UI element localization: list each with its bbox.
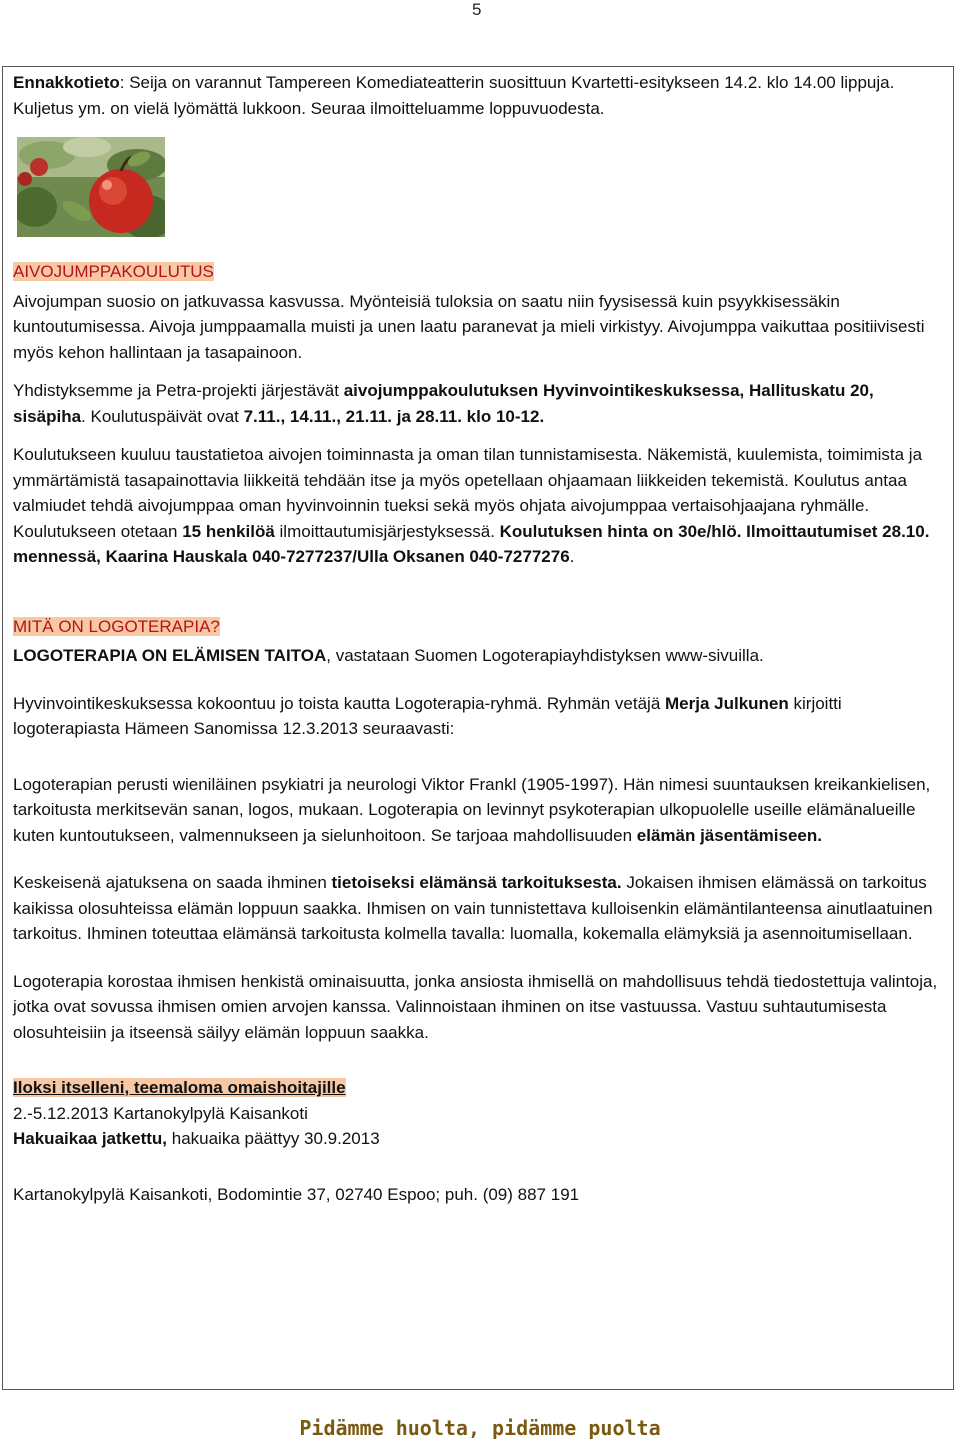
iloksi-dates: 2.-5.12.2013 Kartanokylpylä Kaisankoti [13, 1103, 308, 1123]
apple-photo [17, 137, 165, 237]
aivojumppa-heading-text: AIVOJUMPPAKOULUTUS [13, 262, 214, 281]
logoterapia-p4 [13, 870, 945, 947]
logoterapia-p1 [13, 643, 945, 669]
page-content [13, 70, 945, 1207]
details-text-c: ilmoittautumisjärjestyksessä. [274, 521, 500, 541]
logoterapia-p4-a: Keskeisenä ajatuksena on saada ihminen [13, 873, 332, 892]
logoterapia-p3-bold: elämän jäsentämiseen. [636, 825, 822, 845]
schedule-text-c: . Koulutuspäivät ovat [81, 406, 244, 426]
ennakkotieto-text: : Seija on varannut Tampereen Komediateatterin suosittuun Kvartetti-esitykseen 14.2. klo 14.00 lippuja. Kuljetus ym. on vielä lyömättä lukkoon. Seuraa ilmoitteluamme loppuvuodesta. [13, 73, 895, 118]
iloksi-address: Kartanokylpylä Kaisankoti, Bodomintie 37, 02740 Espoo; puh. (09) 887 191 [13, 1184, 580, 1204]
page-number: 5 [472, 0, 482, 19]
logoterapia-p2 [13, 691, 945, 742]
logoterapia-p1-rest: , vastataan Suomen Logoterapiayhdistyksen www-sivuilla. [326, 646, 764, 665]
details-text-a: Koulutukseen kuuluu taustatietoa aivojen toiminnasta ja oman tilan tunnistamisesta. Näkemistä, kuulemista, toimimista ja ymmärtämistä tasapainottavia liikkeitä tehdään itse ja myös opetellaan ohjaamaan liikkeiden tekemistä. Koulutus antaa valmiudet tehdä aivojumppaa oman hyvinvoinnin tueksi sekä myös ohjata aivojumppaa vertaisohjaajana ryhmälle. Koulutukseen otetaan [13, 445, 923, 541]
logoterapia-p4-c: Jokaisen ihmisen elämässä on tarkoitus kaikissa olosuhteissa elämän loppuun saakka. Ihmisen on vain tunnistettava kulloisenkin elämäntilanteensa ainutlaatuinen tarkoitus. Ihminen toteuttaa elämänsä tarkoitusta kolmella tavalla: luomalla, kokemalla elämyksiä ja asennoitumisellaan. [13, 873, 933, 943]
iloksi-haku-bold: Hakuaikaa jatkettu, [13, 1129, 168, 1148]
ennakkotieto-paragraph [13, 70, 945, 121]
logoterapia-heading [13, 614, 945, 640]
logoterapia-author: Merja Julkunen [665, 693, 789, 713]
details-capacity: 15 henkilöä [182, 521, 275, 541]
details-text-e: . [569, 547, 575, 566]
iloksi-haku [13, 1126, 945, 1152]
logoterapia-p2-a: Hyvinvointikeskuksessa kokoontuu jo toista kautta Logoterapia-ryhmä. Ryhmän vetäjä [13, 693, 666, 713]
iloksi-heading-text: Iloksi itselleni, teemaloma omaishoitajille [13, 1078, 346, 1097]
aivojumppa-schedule [13, 378, 945, 429]
logoterapia-p4-bold: tietoiseksi elämänsä tarkoituksesta. [331, 873, 622, 892]
details-price-registration: Koulutuksen hinta on 30e/hlö. Ilmoittautumiset 28.10. mennessä, Kaarina Hauskala 040-7277237/Ulla Oksanen 040-7277276 [13, 521, 930, 566]
aivojumppa-heading [13, 259, 945, 285]
logoterapia-p3-a: Logoterapian perusti wieniläinen psykiatri ja neurologi Viktor Frankl (1905-1997). Hän nimesi suuntauksen kreikankielisen, tarkoitusta merkitsevän sanan, logos, mukaan. Logoterapia on levinnyt psykoterapian ulkopuolelle useille elämänalueille kuten kuntoutukseen, valmennukseen ja sielunhoitoon. Se tarjoaa mahdollisuuden [13, 774, 931, 845]
schedule-location: aivojumppakoulutuksen Hyvinvointikeskuksessa, Hallituskatu 20, sisäpiha [13, 381, 874, 426]
footer-slogan: Pidämme huolta, pidämme puolta [299, 1416, 661, 1440]
schedule-text-a: Yhdistyksemme ja Petra-projekti järjestävät [13, 381, 344, 400]
logoterapia-p3 [13, 772, 945, 849]
iloksi-heading [13, 1075, 945, 1101]
logoterapia-heading-text: MITÄ ON LOGOTERAPIA? [13, 616, 220, 636]
aivojumppa-intro: Aivojumpan suosio on jatkuvassa kasvussa. Myönteisiä tuloksia on saatu niin fyysisessä kuin psyykkisessäkin kuntoutumisessa. Aivoja jumppaamalla muisti ja unen laatu paranevat ja mieli virkistyy. Aivojumppa vaikuttaa positiivisesti myös kehon hallintaan ja tasapainoon. [13, 291, 925, 362]
logoterapia-p1-bold: LOGOTERAPIA ON ELÄMISEN TAITOA [13, 646, 327, 665]
logoterapia-p2-c: kirjoitti logoterapiasta Hämeen Sanomissa 12.3.2013 seuraavasti: [13, 693, 842, 738]
ennakkotieto-label: Ennakkotieto [13, 73, 120, 92]
schedule-dates: 7.11., 14.11., 21.11. ja 28.11. klo 10-12. [243, 406, 545, 426]
iloksi-haku-rest: hakuaika päättyy 30.9.2013 [167, 1129, 380, 1148]
logoterapia-p5: Logoterapia korostaa ihmisen henkistä ominaisuutta, jonka ansiosta ihmisellä on mahdollisuus tehdä tiedostettuja valintoja, jotka ovat sovussa ihmisen omien arvojen kanssa. Valinnoistaan ihminen on itse vastuussa. Vastuu suhtautumisesta olosuhteisiin ja itseensä säilyy elämän loppuun saakka. [13, 971, 938, 1042]
aivojumppa-details [13, 442, 945, 570]
